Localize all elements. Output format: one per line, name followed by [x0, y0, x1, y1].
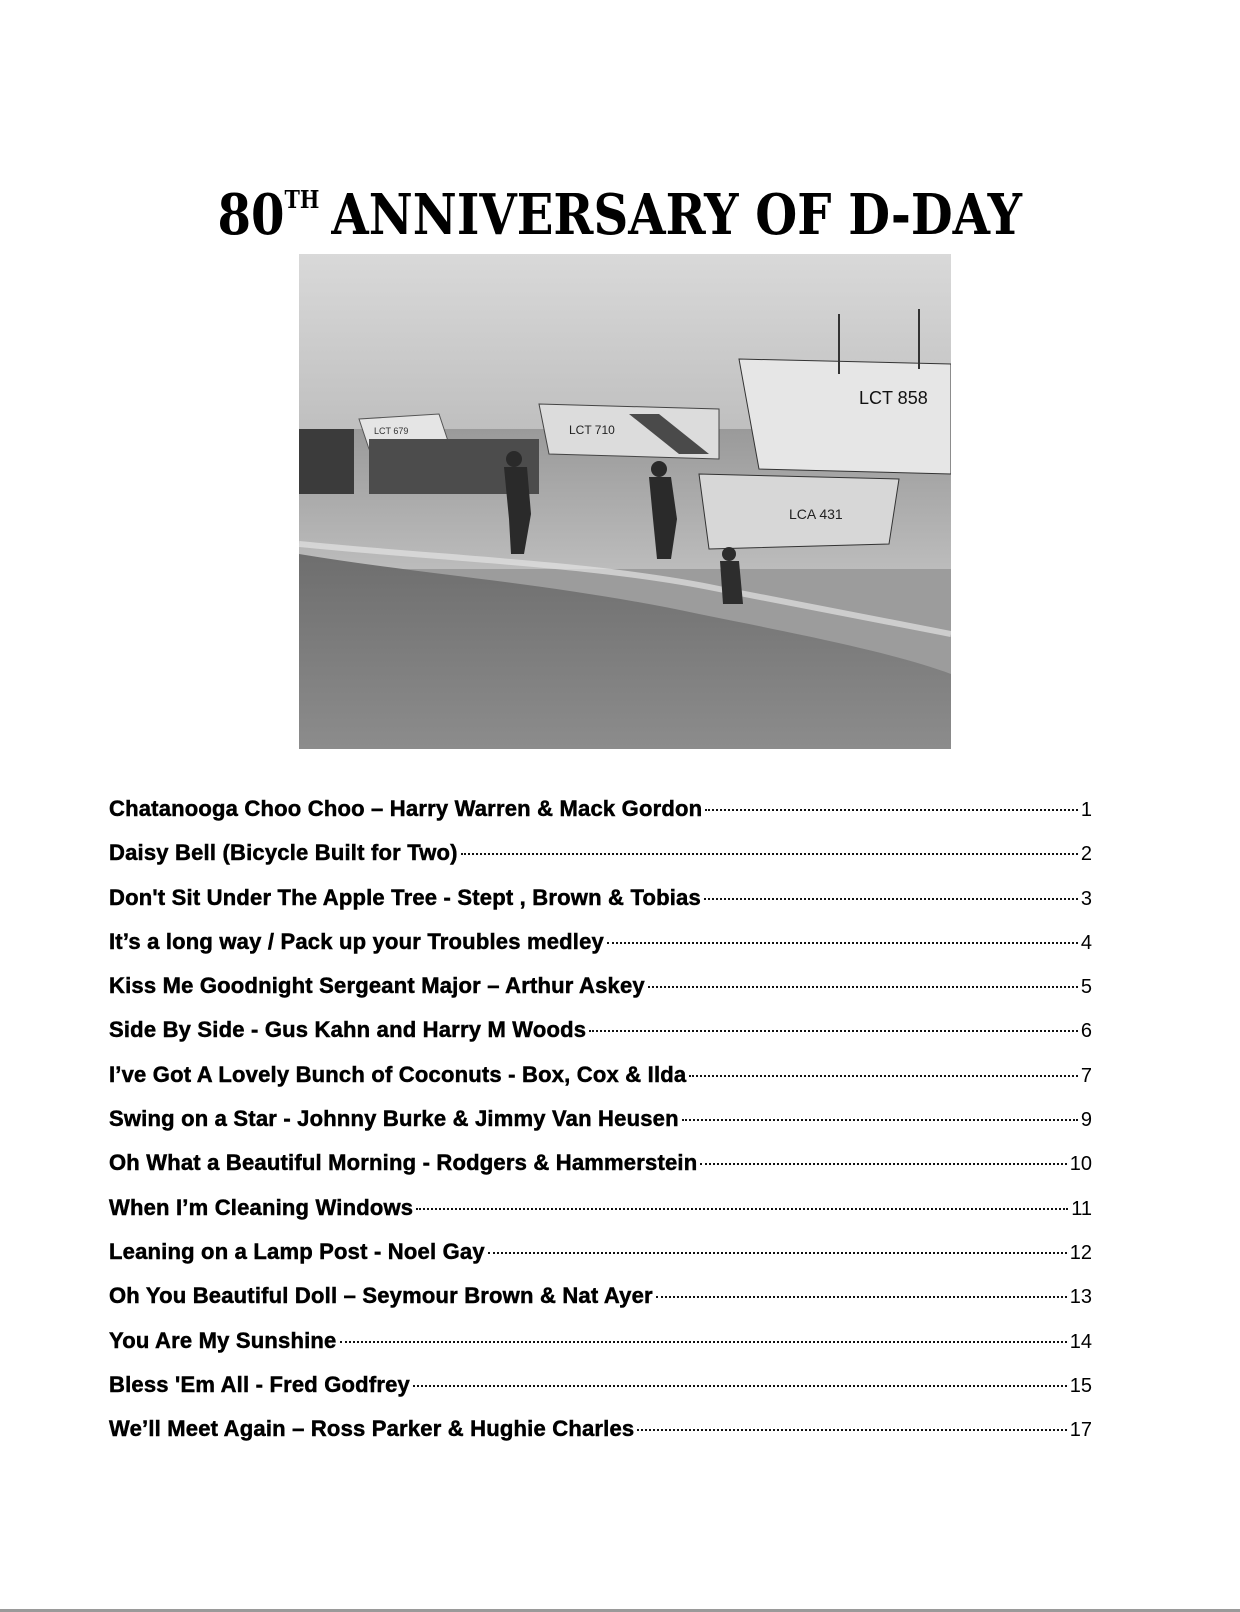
toc-entry-page: 7 [1080, 1064, 1092, 1087]
toc-entry-page: 2 [1080, 843, 1092, 866]
page-title-line [218, 160, 1022, 255]
toc-entry[interactable] [109, 840, 1092, 884]
toc-entry-page: 13 [1069, 1286, 1092, 1309]
toc-entry[interactable] [109, 1372, 1092, 1416]
toc-dot-leader [700, 1163, 1066, 1165]
hull-label-710: LCT 710 [569, 423, 615, 437]
toc-dot-leader [648, 986, 1078, 988]
toc-entry-title: Daisy Bell (Bicycle Built for Two) [109, 840, 458, 866]
toc-entry-page: 9 [1080, 1109, 1092, 1132]
hull-label-858: LCT 858 [859, 388, 928, 408]
hull-label-431: LCA 431 [789, 506, 843, 522]
toc-dot-leader [416, 1208, 1068, 1210]
toc-entry-title: Oh What a Beautiful Morning - Rodgers & Hammerstein [109, 1150, 698, 1176]
toc-entry-title: I’ve Got A Lovely Bunch of Coconuts - Box, Cox & Ilda [109, 1061, 687, 1087]
title-superscript: TH [284, 185, 320, 214]
toc-entry-title: It’s a long way / Pack up your Troubles medley [109, 928, 604, 954]
toc-entry[interactable] [109, 1239, 1092, 1283]
title-number: 80 [217, 182, 285, 248]
toc-dot-leader [461, 853, 1078, 855]
tank-left [299, 429, 354, 494]
toc-entry[interactable] [109, 1017, 1092, 1061]
hull-label-679: LCT 679 [374, 426, 409, 436]
toc-entry-page: 6 [1080, 1020, 1092, 1043]
toc-dot-leader [637, 1429, 1066, 1431]
toc-entry[interactable] [109, 1106, 1092, 1150]
toc-dot-leader [705, 809, 1078, 811]
toc-dot-leader [689, 1075, 1078, 1077]
title-text: ANNIVERSARY OF D-DAY [331, 182, 1023, 248]
toc-entry-title: Swing on a Star - Johnny Burke & Jimmy Van Heusen [109, 1106, 679, 1132]
beach [299, 554, 951, 749]
toc-entry[interactable] [109, 796, 1092, 840]
toc-entry[interactable] [109, 885, 1092, 929]
toc-dot-leader [340, 1341, 1067, 1343]
toc-entry-title: Don't Sit Under The Apple Tree - Stept , Brown & Tobias [109, 884, 701, 910]
toc-entry-page: 17 [1069, 1419, 1092, 1442]
toc-entry-title: Side By Side - Gus Kahn and Harry M Woods [109, 1017, 587, 1043]
toc-entry[interactable] [109, 1195, 1092, 1239]
toc-dot-leader [656, 1296, 1067, 1298]
toc-entry[interactable] [109, 1328, 1092, 1372]
toc-dot-leader [413, 1385, 1067, 1387]
toc-entry-title: Oh You Beautiful Doll – Seymour Brown & Nat Ayer [109, 1283, 653, 1309]
toc-entry[interactable] [109, 1416, 1092, 1460]
toc-entry-page: 3 [1080, 887, 1092, 910]
toc-entry-title: You Are My Sunshine [109, 1327, 337, 1353]
toc-entry[interactable] [109, 1283, 1092, 1327]
toc-entry-page: 4 [1080, 931, 1092, 954]
toc-entry-title: Bless 'Em All - Fred Godfrey [109, 1371, 410, 1397]
toc-entry-page: 11 [1071, 1197, 1092, 1220]
toc-entry[interactable] [109, 1150, 1092, 1194]
table-of-contents [109, 796, 1092, 1460]
toc-entry-title: We’ll Meet Again – Ross Parker & Hughie Charles [109, 1416, 635, 1442]
toc-entry-title: Leaning on a Lamp Post - Noel Gay [109, 1238, 485, 1264]
page-title [0, 160, 1240, 248]
toc-entry-title: Chatanooga Choo Choo – Harry Warren & Mack Gordon [109, 796, 703, 821]
toc-entry[interactable] [109, 973, 1092, 1017]
toc-entry-page: 10 [1069, 1153, 1092, 1176]
toc-entry-page: 15 [1069, 1374, 1092, 1397]
toc-entry[interactable] [109, 1062, 1092, 1106]
toc-entry[interactable] [109, 929, 1092, 973]
d-day-landing-photo [299, 254, 951, 749]
toc-entry-page: 1 [1080, 799, 1092, 821]
landing-craft-lct-710 [539, 404, 719, 459]
toc-entry-title: Kiss Me Goodnight Sergeant Major – Arthur Askey [109, 973, 645, 999]
toc-dot-leader [589, 1030, 1078, 1032]
photo-illustration [299, 254, 951, 749]
toc-dot-leader [682, 1119, 1078, 1121]
toc-dot-leader [704, 898, 1078, 900]
toc-dot-leader [488, 1252, 1067, 1254]
toc-entry-page: 12 [1069, 1241, 1092, 1264]
landing-craft-lca-431 [699, 474, 899, 549]
toc-entry-page: 5 [1080, 976, 1092, 999]
toc-entry-page: 14 [1069, 1330, 1092, 1353]
toc-entry-title: When I’m Cleaning Windows [109, 1194, 414, 1220]
toc-dot-leader [607, 942, 1078, 944]
